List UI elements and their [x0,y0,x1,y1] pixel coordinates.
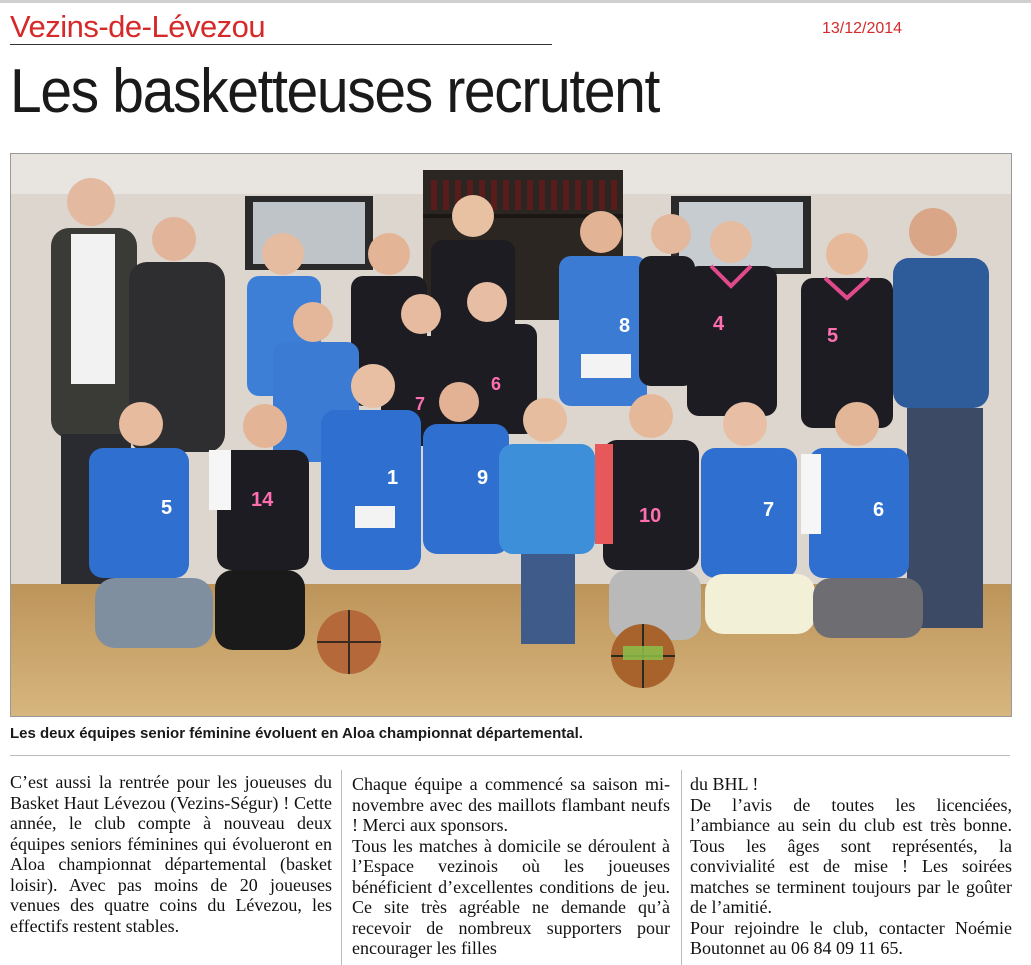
article-headline: Les basketteuses recrutent [10,57,660,126]
top-border [0,0,1031,3]
svg-text:6: 6 [491,374,502,394]
publication-date: 13/12/2014 [822,20,903,37]
column-3-paragraph-2: De l’avis de toutes les licenciées, l’ambiance au sein du club est très bonne. Tous les âges sont représentés, la convivialité est de mise ! Les soirées matches se terminent toujours par le goûter de l’amitié. [690,794,1012,917]
column-1-paragraph-1: C’est aussi la rentrée pour les joueuses du Basket Haut Lévezou (Vezins-Ségur) ! Cette année, le club compte à nouveau deux équipes seniors féminines qui évolueront en Aloa championnat départemental (basket loisir). Avec pas moins de 20 joueuses venues des quatre coins du Lévezou, les effectifs restent stables. [10,772,332,936]
svg-text:4: 4 [713,313,725,335]
photo-caption: Les deux équipes senior féminine évoluent en Aloa championnat départemental. [10,725,583,742]
article-column-1 [10,772,332,936]
svg-text:1: 1 [387,467,399,489]
svg-text:10: 10 [639,505,662,527]
column-3-paragraph-1: du BHL ! [690,774,759,794]
caption-rule [10,755,1010,756]
column-2-paragraph-2: Tous les matches à domicile se déroulent à l’Espace vezinois où les joueuses bénéficient d’excellentes conditions de jeu. Ce site très agréable ne demande qu’à recevoir de nombreux supporters pour encourager les filles [352,835,670,958]
column-3-paragraph-3: Pour rejoindre le club, contacter Noémie Boutonnet au 06 84 09 11 65. [690,917,1012,958]
column-2-paragraph-1: Chaque équipe a commencé sa saison mi-novembre avec des maillots flambant neufs ! Merci aux sponsors. [352,774,670,835]
article-column-3 [690,774,1012,959]
svg-text:5: 5 [827,325,839,347]
article-column-2 [352,774,670,959]
team-photo [10,153,1012,717]
column-divider-1 [341,770,342,965]
svg-text:8: 8 [619,315,631,337]
svg-text:14: 14 [251,489,274,511]
column-divider-2 [681,770,682,965]
section-title: Vezins-de-Lévezou [10,9,266,44]
svg-text:6: 6 [873,499,885,521]
svg-text:7: 7 [415,394,426,414]
svg-text:9: 9 [477,467,489,489]
svg-text:5: 5 [161,497,173,519]
section-rule [10,44,552,45]
svg-text:7: 7 [763,499,775,521]
